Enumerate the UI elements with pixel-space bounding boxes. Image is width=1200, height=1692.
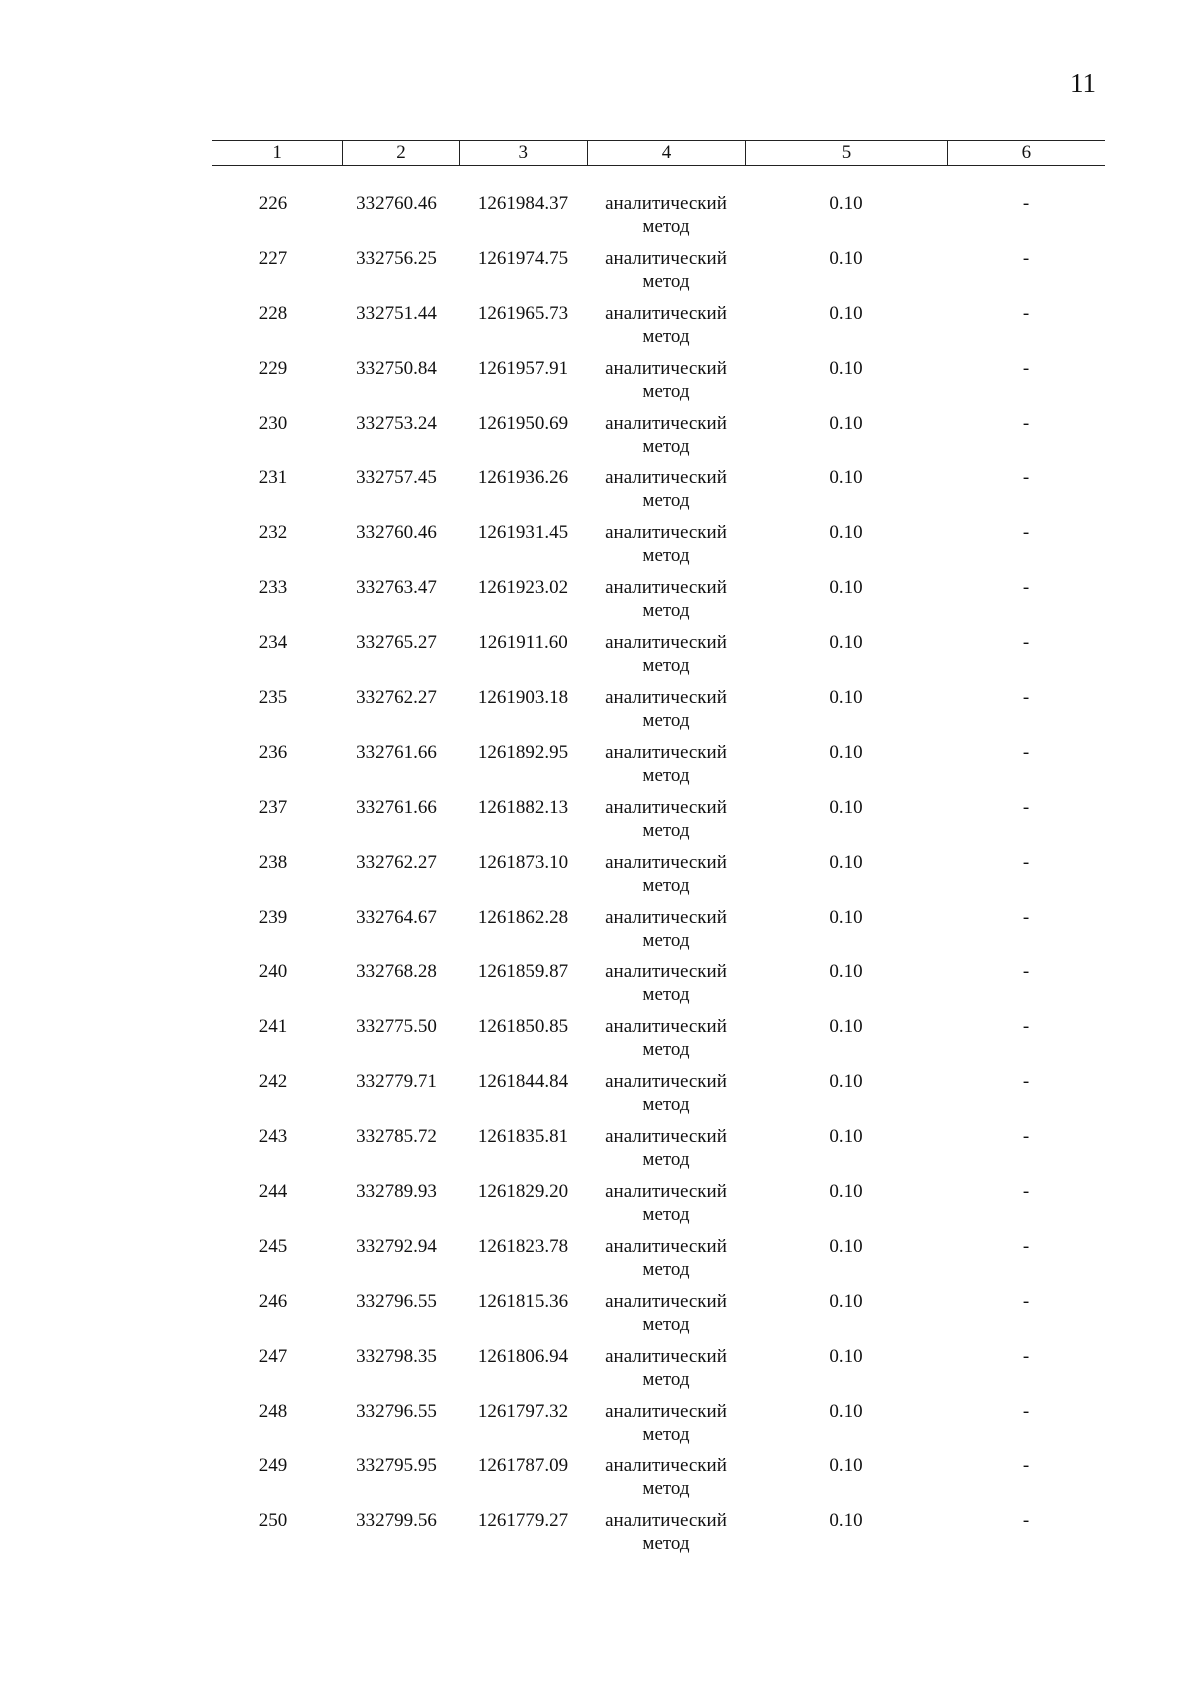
note-value: - — [1022, 1345, 1030, 1367]
note-value: - — [1022, 467, 1030, 489]
table-row — [212, 1125, 1105, 1180]
table-row — [212, 1345, 1105, 1400]
note-value: - — [1022, 1126, 1030, 1148]
coordinate-y: 1261931.45 — [477, 522, 569, 544]
method-line-2: метод — [642, 325, 690, 347]
method-line-1: аналитический — [605, 851, 727, 873]
table-body — [212, 192, 1105, 1564]
accuracy-value: 0.10 — [829, 1181, 863, 1203]
method-cell — [587, 357, 745, 412]
table-row — [212, 851, 1105, 906]
point-number: 246 — [258, 1290, 288, 1312]
coordinate-x: 332764.67 — [356, 906, 437, 928]
method-cell — [587, 576, 745, 631]
accuracy-value: 0.10 — [829, 1126, 863, 1148]
method-line-1: аналитический — [605, 1400, 727, 1422]
coordinate-x: 332789.93 — [356, 1181, 437, 1203]
method-line-2: метод — [642, 1478, 690, 1500]
method-line-1: аналитический — [605, 522, 727, 544]
note-value: - — [1022, 302, 1030, 324]
point-number: 248 — [258, 1400, 288, 1422]
method-cell — [587, 960, 745, 1015]
note-value: - — [1022, 247, 1030, 269]
method-line-2: метод — [642, 1094, 690, 1116]
table-row — [212, 686, 1105, 741]
method-line-2: метод — [642, 545, 690, 567]
coordinate-y: 1261903.18 — [477, 687, 569, 709]
coordinate-y: 1261806.94 — [477, 1345, 569, 1367]
table-row — [212, 192, 1105, 247]
point-number: 243 — [258, 1126, 288, 1148]
accuracy-value: 0.10 — [829, 302, 863, 324]
coordinate-x: 332768.28 — [356, 961, 437, 983]
column-header-3: 3 — [459, 141, 587, 165]
method-cell — [587, 247, 745, 302]
accuracy-value: 0.10 — [829, 961, 863, 983]
coordinate-y: 1261859.87 — [477, 961, 569, 983]
method-cell — [587, 1290, 745, 1345]
note-value: - — [1022, 632, 1030, 654]
method-line-2: метод — [642, 216, 690, 237]
coordinate-x: 332762.27 — [356, 687, 437, 709]
method-line-2: метод — [642, 1423, 690, 1445]
method-line-1: аналитический — [605, 412, 727, 434]
method-line-2: метод — [642, 1258, 690, 1280]
coordinate-y: 1261823.78 — [477, 1235, 569, 1257]
method-cell — [587, 1125, 745, 1180]
table-row — [212, 357, 1105, 412]
coordinate-y: 1261936.26 — [477, 467, 569, 489]
coordinate-x: 332765.27 — [356, 632, 437, 654]
column-header-4: 4 — [587, 141, 745, 165]
coordinate-y: 1261815.36 — [477, 1290, 569, 1312]
method-cell — [587, 1070, 745, 1125]
point-number: 231 — [258, 467, 288, 489]
accuracy-value: 0.10 — [829, 906, 863, 928]
table-row — [212, 741, 1105, 796]
method-cell — [587, 851, 745, 906]
note-value: - — [1022, 1071, 1030, 1093]
note-value: - — [1022, 1290, 1030, 1312]
method-cell — [587, 1235, 745, 1290]
table-row — [212, 1400, 1105, 1455]
coordinate-x: 332799.56 — [356, 1510, 437, 1532]
table-row — [212, 1070, 1105, 1125]
coordinate-x: 332779.71 — [356, 1071, 437, 1093]
method-cell — [587, 906, 745, 961]
coordinate-x: 332753.24 — [356, 412, 437, 434]
note-value: - — [1022, 1400, 1030, 1422]
method-line-2: метод — [642, 1149, 690, 1171]
method-line-1: аналитический — [605, 302, 727, 324]
note-value: - — [1022, 1455, 1030, 1477]
method-cell — [587, 1454, 745, 1509]
table-row — [212, 1454, 1105, 1509]
method-line-1: аналитический — [605, 1181, 727, 1203]
table-row — [212, 906, 1105, 961]
coordinate-x: 332795.95 — [356, 1455, 437, 1477]
point-number: 237 — [258, 796, 288, 818]
table-row — [212, 466, 1105, 521]
point-number: 233 — [258, 577, 288, 599]
method-line-2: метод — [642, 1204, 690, 1226]
accuracy-value: 0.10 — [829, 1016, 863, 1038]
coordinate-y: 1261950.69 — [477, 412, 569, 434]
table-row — [212, 1015, 1105, 1070]
note-value: - — [1022, 1510, 1030, 1532]
note-value: - — [1022, 412, 1030, 434]
point-number: 232 — [258, 522, 288, 544]
coordinate-y: 1261965.73 — [477, 302, 569, 324]
page-number: 11 — [1070, 68, 1096, 98]
method-line-1: аналитический — [605, 687, 727, 709]
note-value: - — [1022, 577, 1030, 599]
coordinate-y: 1261850.85 — [477, 1016, 569, 1038]
accuracy-value: 0.10 — [829, 357, 863, 379]
method-line-1: аналитический — [605, 796, 727, 818]
note-value: - — [1022, 357, 1030, 379]
point-number: 230 — [258, 412, 288, 434]
accuracy-value: 0.10 — [829, 851, 863, 873]
accuracy-value: 0.10 — [829, 467, 863, 489]
method-cell — [587, 192, 745, 247]
accuracy-value: 0.10 — [829, 741, 863, 763]
coordinate-x: 332761.66 — [356, 796, 437, 818]
table-row — [212, 1509, 1105, 1564]
column-header-5: 5 — [745, 141, 947, 165]
accuracy-value: 0.10 — [829, 412, 863, 434]
column-header-6: 6 — [947, 141, 1105, 165]
point-number: 239 — [258, 906, 288, 928]
point-number: 240 — [258, 961, 288, 983]
method-line-2: метод — [642, 435, 690, 457]
accuracy-value: 0.10 — [829, 796, 863, 818]
method-line-1: аналитический — [605, 961, 727, 983]
method-line-2: метод — [642, 929, 690, 951]
point-number: 227 — [258, 247, 288, 269]
note-value: - — [1022, 193, 1030, 214]
accuracy-value: 0.10 — [829, 1400, 863, 1422]
point-number: 241 — [258, 1016, 288, 1038]
method-cell — [587, 631, 745, 686]
coordinate-y: 1261797.32 — [477, 1400, 569, 1422]
point-number: 250 — [258, 1510, 288, 1532]
method-cell — [587, 466, 745, 521]
method-line-2: метод — [642, 819, 690, 841]
method-cell — [587, 1400, 745, 1455]
method-line-2: метод — [642, 655, 690, 677]
accuracy-value: 0.10 — [829, 1510, 863, 1532]
table-row — [212, 960, 1105, 1015]
method-cell — [587, 1015, 745, 1070]
method-line-1: аналитический — [605, 1235, 727, 1257]
method-cell — [587, 521, 745, 576]
method-line-1: аналитический — [605, 741, 727, 763]
method-line-2: метод — [642, 874, 690, 896]
accuracy-value: 0.10 — [829, 632, 863, 654]
table-row — [212, 1290, 1105, 1345]
method-line-2: метод — [642, 764, 690, 786]
coordinate-y: 1261923.02 — [477, 577, 569, 599]
point-number: 242 — [258, 1071, 288, 1093]
point-number: 247 — [258, 1345, 288, 1367]
table-row — [212, 796, 1105, 851]
note-value: - — [1022, 796, 1030, 818]
coordinate-y: 1261873.10 — [477, 851, 569, 873]
coordinate-y: 1261787.09 — [477, 1455, 569, 1477]
method-line-1: аналитический — [605, 357, 727, 379]
note-value: - — [1022, 851, 1030, 873]
note-value: - — [1022, 1181, 1030, 1203]
note-value: - — [1022, 1235, 1030, 1257]
accuracy-value: 0.10 — [829, 1235, 863, 1257]
point-number: 245 — [258, 1235, 288, 1257]
note-value: - — [1022, 961, 1030, 983]
point-number: 238 — [258, 851, 288, 873]
coordinate-y: 1261829.20 — [477, 1181, 569, 1203]
table-row — [212, 521, 1105, 576]
method-cell — [587, 1509, 745, 1564]
coordinate-x: 332756.25 — [356, 247, 437, 269]
table-row — [212, 247, 1105, 302]
coordinate-x: 332761.66 — [356, 741, 437, 763]
coordinate-x: 332798.35 — [356, 1345, 437, 1367]
note-value: - — [1022, 522, 1030, 544]
accuracy-value: 0.10 — [829, 1345, 863, 1367]
coordinate-x: 332760.46 — [356, 193, 437, 214]
column-header-1: 1 — [272, 142, 282, 163]
accuracy-value: 0.10 — [829, 1071, 863, 1093]
point-number: 226 — [258, 193, 288, 214]
method-cell — [587, 412, 745, 467]
method-line-2: метод — [642, 984, 690, 1006]
point-number: 235 — [258, 687, 288, 709]
method-line-1: аналитический — [605, 1290, 727, 1312]
method-line-2: метод — [642, 600, 690, 622]
method-line-1: аналитический — [605, 1345, 727, 1367]
method-line-1: аналитический — [605, 467, 727, 489]
coordinate-y: 1261862.28 — [477, 906, 569, 928]
method-line-2: метод — [642, 1313, 690, 1335]
coordinate-x: 332785.72 — [356, 1126, 437, 1148]
table-row — [212, 1180, 1105, 1235]
coordinate-y: 1261844.84 — [477, 1071, 569, 1093]
method-cell — [587, 796, 745, 851]
method-line-1: аналитический — [605, 1455, 727, 1477]
coordinate-x: 332751.44 — [356, 302, 437, 324]
point-number: 229 — [258, 357, 288, 379]
method-line-1: аналитический — [605, 1510, 727, 1532]
coordinates-table — [212, 140, 1105, 1564]
coordinate-x: 332775.50 — [356, 1016, 437, 1038]
method-line-1: аналитический — [605, 193, 727, 214]
note-value: - — [1022, 906, 1030, 928]
coordinate-x: 332792.94 — [356, 1235, 437, 1257]
method-line-1: аналитический — [605, 577, 727, 599]
method-line-1: аналитический — [605, 906, 727, 928]
accuracy-value: 0.10 — [829, 193, 863, 214]
coordinate-x: 332796.55 — [356, 1290, 437, 1312]
column-header-2: 2 — [342, 141, 458, 165]
accuracy-value: 0.10 — [829, 522, 863, 544]
coordinate-y: 1261882.13 — [477, 796, 569, 818]
method-line-2: метод — [642, 710, 690, 732]
point-number: 249 — [258, 1455, 288, 1477]
coordinate-y: 1261779.27 — [477, 1510, 569, 1532]
method-cell — [587, 1180, 745, 1235]
coordinate-x: 332763.47 — [356, 577, 437, 599]
accuracy-value: 0.10 — [829, 687, 863, 709]
coordinate-y: 1261974.75 — [477, 247, 569, 269]
method-line-2: метод — [642, 1368, 690, 1390]
method-line-2: метод — [642, 1533, 690, 1555]
method-line-2: метод — [642, 270, 690, 292]
table-row — [212, 302, 1105, 357]
coordinate-y: 1261835.81 — [477, 1126, 569, 1148]
method-line-2: метод — [642, 380, 690, 402]
method-line-1: аналитический — [605, 1071, 727, 1093]
method-line-1: аналитический — [605, 247, 727, 269]
accuracy-value: 0.10 — [829, 577, 863, 599]
method-line-2: метод — [642, 490, 690, 512]
method-cell — [587, 302, 745, 357]
accuracy-value: 0.10 — [829, 1455, 863, 1477]
table-row — [212, 412, 1105, 467]
note-value: - — [1022, 741, 1030, 763]
method-line-1: аналитический — [605, 1126, 727, 1148]
point-number: 244 — [258, 1181, 288, 1203]
method-cell — [587, 686, 745, 741]
coordinate-y: 1261984.37 — [477, 193, 569, 214]
point-number: 236 — [258, 741, 288, 763]
table-row — [212, 1235, 1105, 1290]
table-header — [212, 140, 1105, 166]
point-number: 228 — [258, 302, 288, 324]
coordinate-x: 332750.84 — [356, 357, 437, 379]
method-line-2: метод — [642, 1039, 690, 1061]
coordinate-x: 332760.46 — [356, 522, 437, 544]
method-cell — [587, 1345, 745, 1400]
method-cell — [587, 741, 745, 796]
table-row — [212, 631, 1105, 686]
accuracy-value: 0.10 — [829, 1290, 863, 1312]
table-row — [212, 576, 1105, 631]
note-value: - — [1022, 1016, 1030, 1038]
accuracy-value: 0.10 — [829, 247, 863, 269]
coordinate-x: 332796.55 — [356, 1400, 437, 1422]
method-line-1: аналитический — [605, 632, 727, 654]
point-number: 234 — [258, 632, 288, 654]
coordinate-y: 1261892.95 — [477, 741, 569, 763]
coordinate-x: 332757.45 — [356, 467, 437, 489]
coordinate-y: 1261957.91 — [477, 357, 569, 379]
note-value: - — [1022, 687, 1030, 709]
coordinate-y: 1261911.60 — [478, 632, 568, 654]
method-line-1: аналитический — [605, 1016, 727, 1038]
coordinate-x: 332762.27 — [356, 851, 437, 873]
